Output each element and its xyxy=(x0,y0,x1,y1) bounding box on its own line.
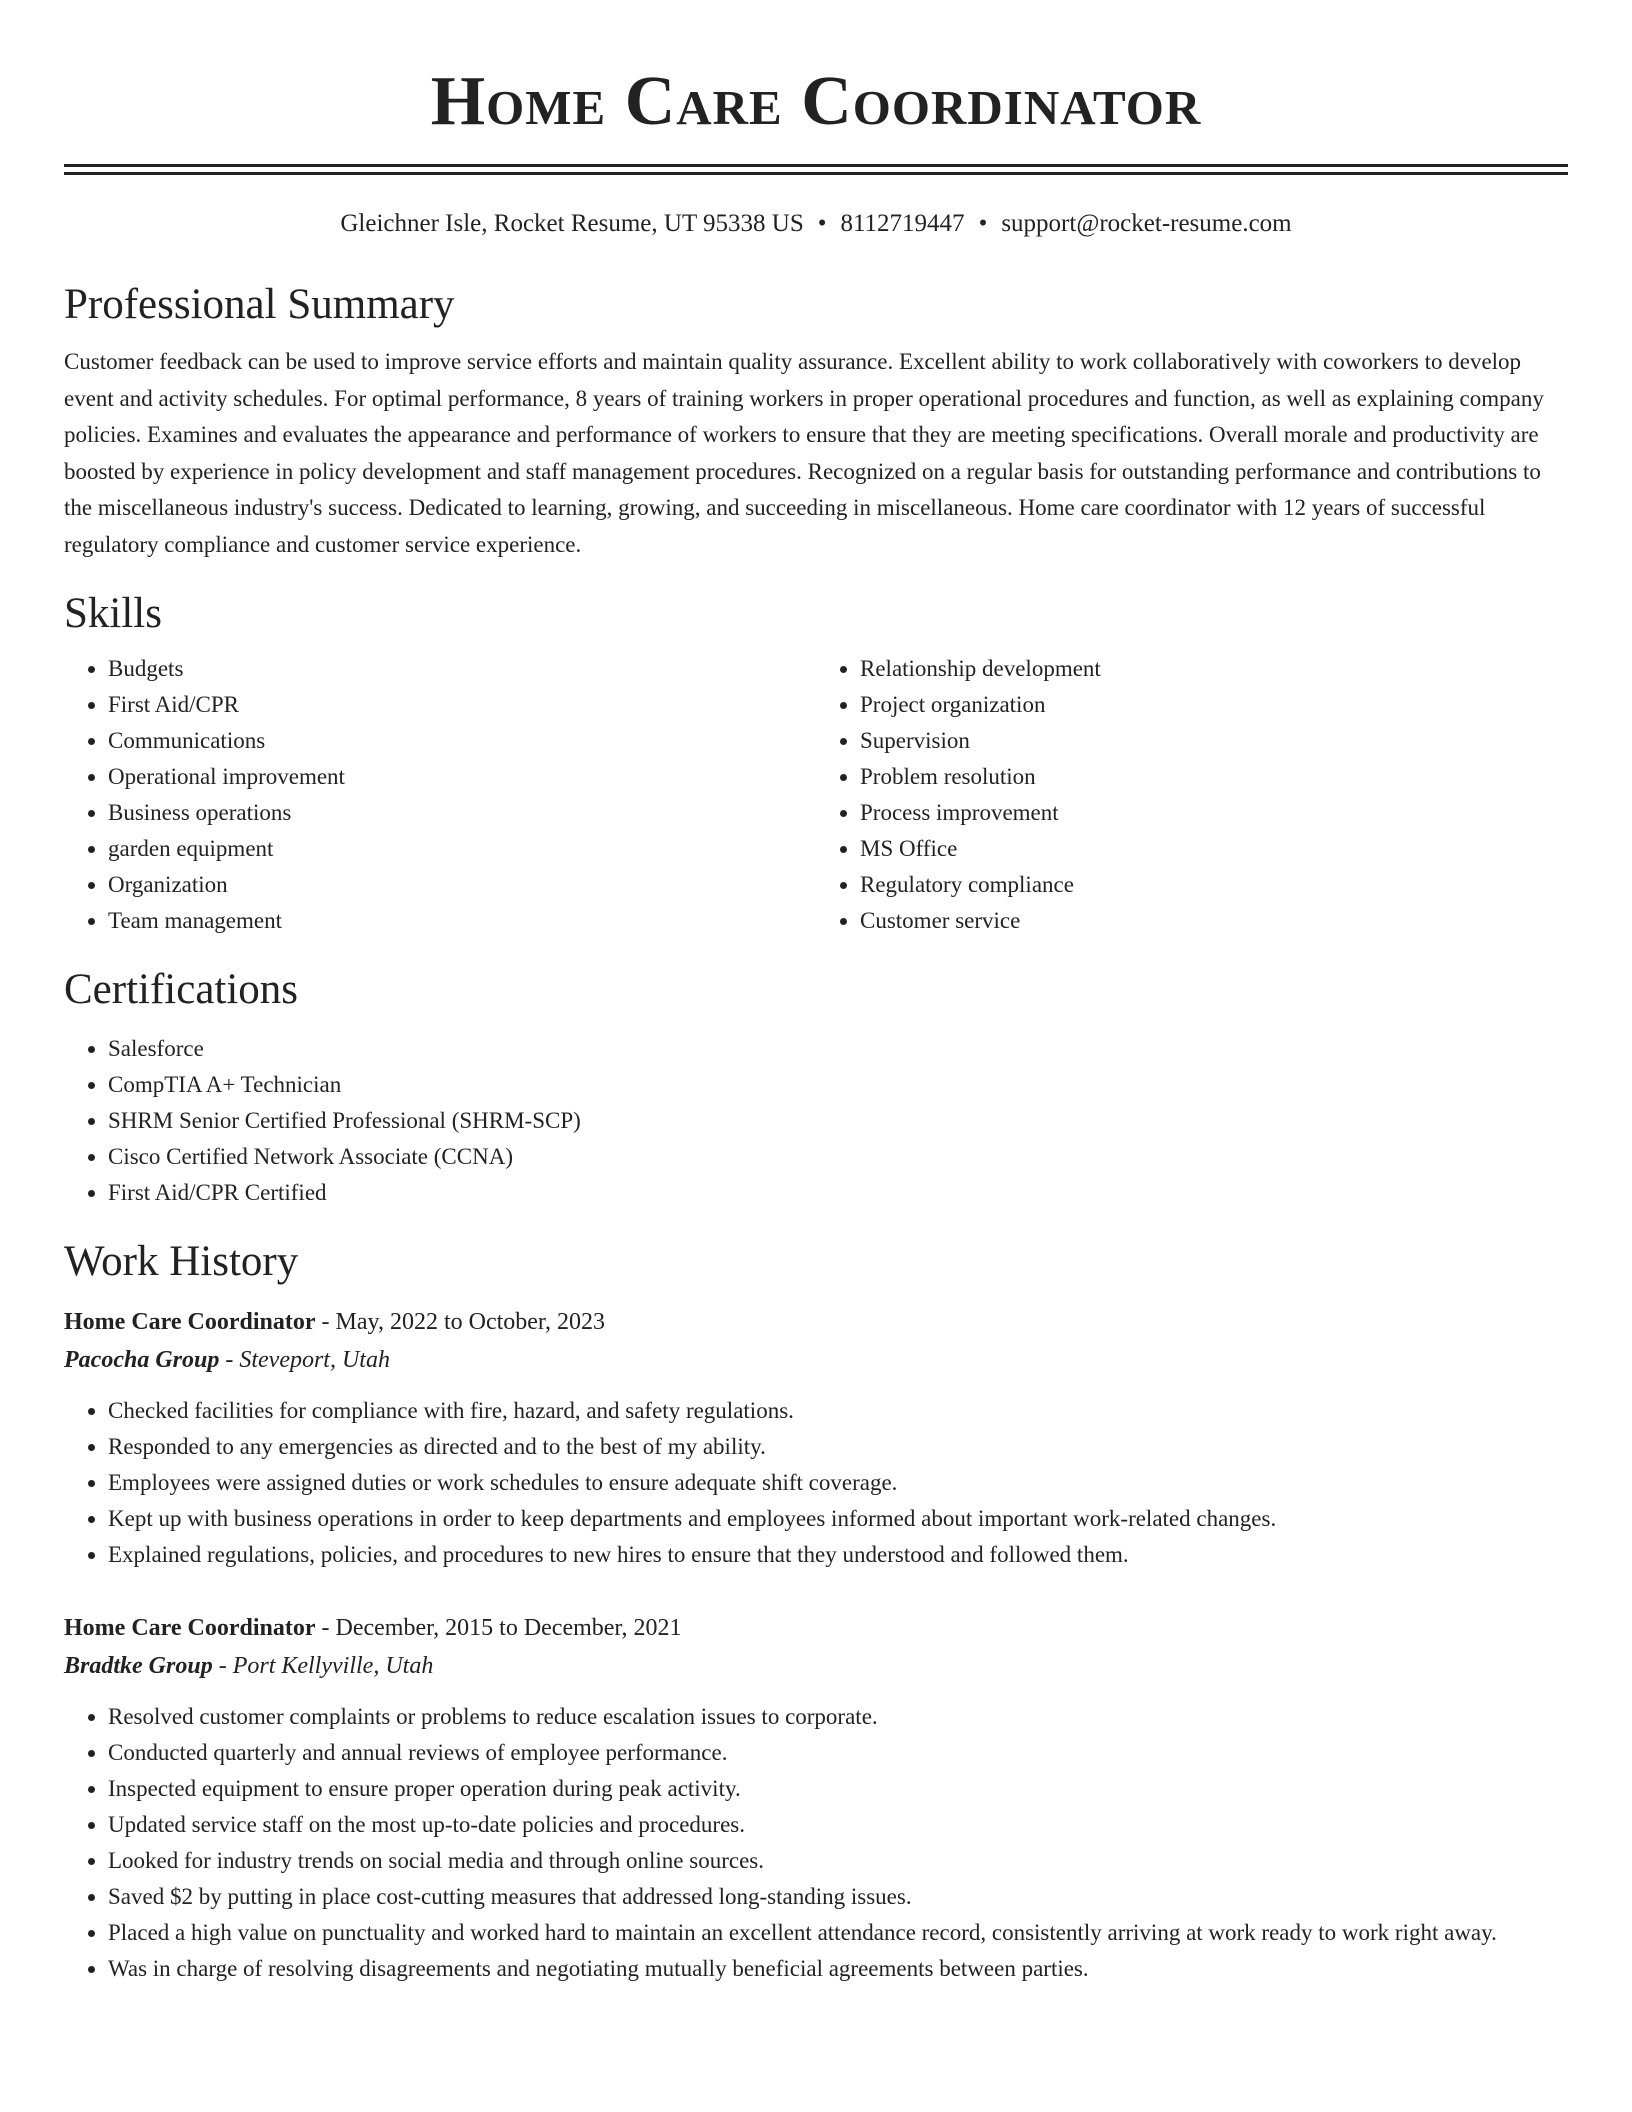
skill-item: • Relationship development xyxy=(860,651,1568,687)
job-bullet: • Placed a high value on punctuality and worked hard to maintain an excellent attendance record, consistently arriving at work ready to work right away. xyxy=(108,1915,1568,1951)
job-dates: December, 2015 to December, 2021 xyxy=(335,1615,682,1641)
job-title: Home Care Coordinator xyxy=(64,1615,316,1641)
header-divider-top xyxy=(64,164,1568,167)
job-bullet: • Employees were assigned duties or work schedules to ensure adequate shift coverage. xyxy=(108,1465,1568,1501)
certifications-list xyxy=(64,1031,1568,1211)
contact-address: Gleichner Isle, Rocket Resume, UT 95338 US xyxy=(340,210,804,237)
job-bullet: • Saved $2 by putting in place cost-cutting measures that addressed long-standing issues. xyxy=(108,1879,1568,1915)
skill-item: • Process improvement xyxy=(860,795,1568,831)
contact-separator: • xyxy=(978,210,988,237)
skill-item: • Budgets xyxy=(108,651,816,687)
skill-item: • Problem resolution xyxy=(860,759,1568,795)
skill-item: • MS Office xyxy=(860,831,1568,867)
job-bullet: • Updated service staff on the most up-to-date policies and procedures. xyxy=(108,1807,1568,1843)
skills-list-left xyxy=(64,651,816,939)
work-history-heading: Work History xyxy=(64,1238,299,1285)
job-title-line xyxy=(64,1609,1568,1647)
job-dash: - xyxy=(212,1653,233,1679)
skill-item: • garden equipment xyxy=(108,831,816,867)
skill-item: • Project organization xyxy=(860,687,1568,723)
job-company-line xyxy=(64,1647,1568,1685)
skill-item: • Customer service xyxy=(860,903,1568,939)
summary-text: Customer feedback can be used to improve service efforts and maintain quality assurance. Excellent ability to work collaboratively with coworkers to develop event and activity schedules. For optimal performance, 8 years of training workers in proper operational procedures and function, as well as explaining company policies. Examines and evaluates the appearance and performance of workers to ensure that they are meeting specifications. Overall morale and productivity are boosted by experience in policy development and staff management procedures. Recognized on a regular basis for outstanding performance and contributions to the miscellaneous industry's success. Dedicated to learning, growing, and succeeding in miscellaneous. Home care coordinator with 12 years of successful regulatory compliance and customer service experience. xyxy=(64,349,1544,557)
skill-item: • Regulatory compliance xyxy=(860,867,1568,903)
job-bullet: • Conducted quarterly and annual reviews of employee performance. xyxy=(108,1735,1568,1771)
job-bullet: • Looked for industry trends on social media and through online sources. xyxy=(108,1843,1568,1879)
skills-grid xyxy=(64,651,1568,939)
job-location: Steveport, Utah xyxy=(239,1347,390,1373)
job-title: Home Care Coordinator xyxy=(64,1309,316,1335)
job-bullets xyxy=(64,1393,1568,1573)
job-bullet: • Resolved customer complaints or problems to reduce escalation issues to corporate. xyxy=(108,1699,1568,1735)
job-bullet: • Responded to any emergencies as directed and to the best of my ability. xyxy=(108,1429,1568,1465)
skill-item: • Organization xyxy=(108,867,816,903)
job-dates: May, 2022 to October, 2023 xyxy=(335,1309,605,1335)
resume-name: Home Care Coordinator xyxy=(430,63,1202,140)
certification-item: • Salesforce xyxy=(108,1031,1568,1067)
summary-heading: Professional Summary xyxy=(64,281,455,328)
job-entry xyxy=(64,1609,1568,1987)
job-dash: - xyxy=(315,1615,336,1641)
skill-item: • First Aid/CPR xyxy=(108,687,816,723)
skill-item: • Team management xyxy=(108,903,816,939)
job-bullet: • Checked facilities for compliance with fire, hazard, and safety regulations. xyxy=(108,1393,1568,1429)
job-company: Pacocha Group xyxy=(64,1347,220,1373)
certification-item: • SHRM Senior Certified Professional (SHRM-SCP) xyxy=(108,1103,1568,1139)
skill-item: • Business operations xyxy=(108,795,816,831)
job-title-line xyxy=(64,1303,1568,1341)
job-dash: - xyxy=(219,1347,240,1373)
certification-item: • Cisco Certified Network Associate (CCNA) xyxy=(108,1139,1568,1175)
certification-item: • CompTIA A+ Technician xyxy=(108,1067,1568,1103)
header-divider-bottom xyxy=(64,172,1568,175)
job-company-line xyxy=(64,1341,1568,1379)
job-bullet: • Was in charge of resolving disagreements and negotiating mutually beneficial agreements between parties. xyxy=(108,1951,1568,1987)
job-entry xyxy=(64,1303,1568,1573)
contact-line xyxy=(64,208,1568,240)
job-company: Bradtke Group xyxy=(64,1653,213,1679)
job-location: Port Kellyville, Utah xyxy=(232,1653,434,1679)
certifications-heading: Certifications xyxy=(64,966,299,1013)
contact-phone: 8112719447 xyxy=(840,210,965,237)
skill-item: • Operational improvement xyxy=(108,759,816,795)
job-dash: - xyxy=(315,1309,336,1335)
job-bullets xyxy=(64,1699,1568,1987)
skill-item: • Supervision xyxy=(860,723,1568,759)
skills-heading: Skills xyxy=(64,590,162,637)
contact-email: support@rocket-resume.com xyxy=(1001,210,1292,237)
skills-list-right xyxy=(816,651,1568,939)
contact-separator: • xyxy=(817,210,827,237)
job-bullet: • Explained regulations, policies, and procedures to new hires to ensure that they understood and followed them. xyxy=(108,1537,1568,1573)
job-bullet: • Inspected equipment to ensure proper operation during peak activity. xyxy=(108,1771,1568,1807)
certification-item: • First Aid/CPR Certified xyxy=(108,1175,1568,1211)
skill-item: • Communications xyxy=(108,723,816,759)
job-bullet: • Kept up with business operations in order to keep departments and employees informed about important work-related changes. xyxy=(108,1501,1568,1537)
